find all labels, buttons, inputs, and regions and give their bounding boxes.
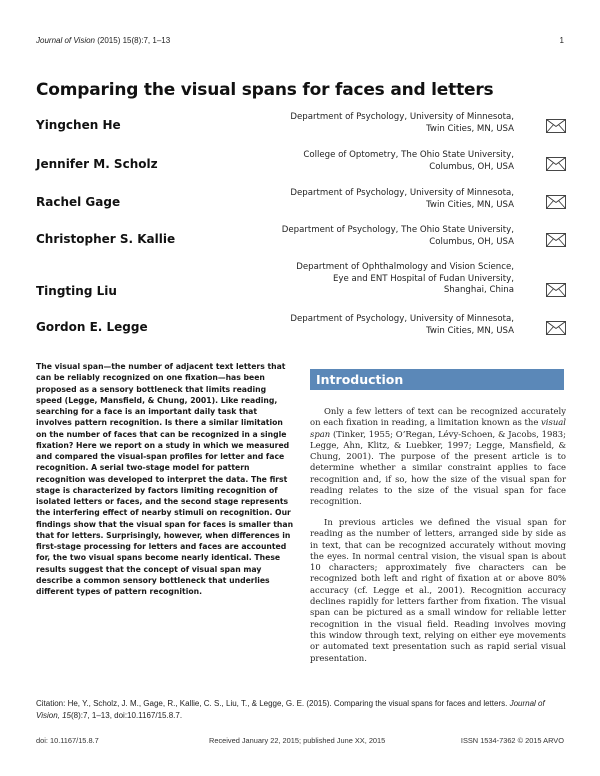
email-envelope-icon[interactable] bbox=[546, 283, 566, 297]
email-envelope-icon[interactable] bbox=[546, 195, 566, 209]
author-affiliation bbox=[214, 262, 514, 297]
visual-span-term: visual span bbox=[310, 417, 566, 439]
email-envelope-icon[interactable] bbox=[546, 157, 566, 171]
author-name: Rachel Gage bbox=[36, 195, 121, 209]
affiliation-line: Twin Cities, MN, USA bbox=[426, 325, 514, 336]
author-affiliation bbox=[214, 314, 514, 337]
affiliation-line: Department of Psychology, University of Minnesota, bbox=[290, 188, 514, 198]
footer-issn: ISSN 1534-7362 © 2015 ARVO bbox=[460, 736, 564, 745]
author-name: Christopher S. Kallie bbox=[36, 232, 176, 246]
page-number: 1 bbox=[559, 36, 564, 45]
intro-paragraph bbox=[310, 406, 566, 508]
author-name: Yingchen He bbox=[36, 118, 121, 132]
volume-info: (2015) 15(8):7, 1–13 bbox=[97, 36, 171, 45]
affiliation-line: Twin Cities, MN, USA bbox=[426, 123, 514, 134]
affiliation-line: Department of Ophthalmology and Vision Science, bbox=[296, 262, 514, 272]
abstract: The visual span—the number of adjacent text letters that can be reliably recognized on one fixation—has been proposed as a sensory bottleneck that limits reading speed (Legge, Mansfield, & Chung, 2001). Like reading, searching for a face is an important daily task that involves pattern recognition. Is there a similar limitation on the number of faces that can be recognized in a single fixation? Here we report on a study in which we measured and compared the visual-span profiles for letter and face recognition. A serial two-stage model for pattern recognition was developed to interpret the data. The first stage is characterized by factors limiting recognition of isolated letters or faces, and the second stage represents the interfering effect of nearby stimuli on recognition. Our findings show that the visual span for faces is smaller than that for letters. Surprisingly, however, when differences in first-stage processing for letters and faces are accounted for, the two visual spans become nearly identical. These results suggest that the concept of visual span may describe a common sensory bottleneck that underlies different types of pattern recognition. bbox=[36, 362, 294, 596]
affiliation-line: Department of Psychology, University of Minnesota, bbox=[290, 314, 514, 324]
author-affiliation bbox=[214, 150, 514, 173]
citation-text: Citation: He, Y., Scholz, J. M., Gage, R., Kallie, C. S., Liu, T., & Legge, G. E. (2015). Comparing the visual spans for faces and letters. bbox=[36, 699, 508, 708]
author-name: Gordon E. Legge bbox=[36, 320, 148, 334]
running-header bbox=[36, 36, 170, 45]
email-envelope-icon[interactable] bbox=[546, 233, 566, 247]
affiliation-line: Twin Cities, MN, USA bbox=[426, 199, 514, 210]
affiliation-line: Shanghai, China bbox=[443, 285, 514, 295]
intro-text: (Tinker, 1955; O’Regan, Lévy-Schoen, & Jacobs, 1983; Legge, Ahn, Klitz, & Luebker, 1997; Legge, Mansfield, & Chung, 2001). The purpose of the present article is to determine whether a similar constraint applies to face recognition and, if so, how the size of the visual span for reading relates to the size of the visual span for face recognition. bbox=[310, 428, 566, 507]
affiliation-line: Department of Psychology, University of Minnesota, bbox=[290, 112, 514, 122]
author-row bbox=[36, 223, 566, 253]
intro-text: Only a few letters of text can be recognized accurately on each fixation in reading, a limitation known as the bbox=[310, 406, 566, 428]
author-row bbox=[36, 312, 566, 342]
author-name: Jennifer M. Scholz bbox=[36, 157, 158, 171]
article-title: Comparing the visual spans for faces and letters bbox=[36, 80, 494, 100]
author-name: Tingting Liu bbox=[36, 284, 117, 298]
citation-volume: 15 bbox=[62, 710, 72, 720]
citation-rest: (8):7, 1–13, doi:10.1167/15.8.7. bbox=[71, 710, 183, 720]
footer-doi: doi: 10.1167/15.8.7 bbox=[36, 736, 99, 745]
author-row bbox=[36, 262, 566, 306]
intro-paragraph: In previous articles we defined the visual span for reading as the number of letters, arranged side by side as in text, that can be recognized accurately without moving the eyes. In normal central vision, the visual span is about 10 characters; approximately five characters can be recognized both left and right of fixation at or above 80% accuracy (cf. Legge et al., 2001). Recognition accuracy declines rapidly for letters farther from fixation. The visual span can be pictured as a small window for reliable letter recognition in the visual field. Reading involves moving this window through text, relying on either eye movements or automated text presentation such as rapid serial visual presentation. bbox=[310, 517, 566, 663]
affiliation-line: College of Optometry, The Ohio State University, bbox=[303, 150, 514, 160]
email-envelope-icon[interactable] bbox=[546, 119, 566, 133]
journal-name: Journal of Vision bbox=[36, 36, 95, 45]
citation bbox=[36, 698, 566, 721]
author-row bbox=[36, 110, 566, 140]
author-row bbox=[36, 186, 566, 216]
affiliation-line: Columbus, OH, USA bbox=[429, 161, 514, 172]
author-row bbox=[36, 148, 566, 178]
citation-journal: Journal of Vision, bbox=[36, 699, 545, 720]
affiliation-line: Eye and ENT Hospital of Fudan University, bbox=[333, 273, 514, 284]
affiliation-line: Columbus, OH, USA bbox=[429, 236, 514, 247]
affiliation-line: Department of Psychology, The Ohio State University, bbox=[281, 225, 514, 235]
footer-received: Received January 22, 2015; published June XX, 2015 bbox=[209, 736, 386, 745]
author-affiliation bbox=[214, 188, 514, 211]
email-envelope-icon[interactable] bbox=[546, 321, 566, 335]
section-heading-introduction: Introduction bbox=[310, 369, 564, 390]
author-affiliation bbox=[214, 225, 514, 248]
author-affiliation bbox=[214, 112, 514, 135]
